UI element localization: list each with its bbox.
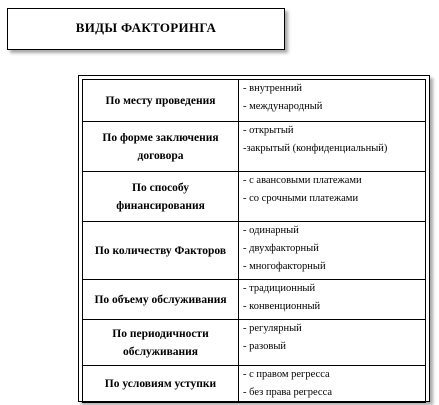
list-item: - двухфакторный	[243, 243, 319, 254]
list-item: - со срочными платежами	[243, 193, 359, 204]
list-item: - регулярный	[243, 323, 302, 334]
classification-table-frame	[78, 75, 430, 402]
items-cell	[239, 222, 426, 280]
table-row	[83, 122, 426, 172]
list-item: - разовый	[243, 341, 286, 352]
list-item: - одинарный	[243, 225, 299, 236]
items-cell	[239, 320, 426, 366]
items-cell	[239, 80, 426, 122]
table-row	[83, 80, 426, 122]
list-item: - без права регресса	[243, 387, 333, 398]
list-item: - с правом регресса	[243, 369, 330, 380]
category-cell: По способу финансирования	[83, 172, 239, 222]
category-cell: По месту проведения	[83, 80, 239, 122]
table-row	[83, 280, 426, 320]
items-cell	[239, 122, 426, 172]
category-cell: По объему обслуживания	[83, 280, 239, 320]
table-row	[83, 222, 426, 280]
items-cell	[239, 366, 426, 403]
list-item: - традиционный	[243, 283, 316, 294]
items-cell	[239, 280, 426, 320]
table-row	[83, 172, 426, 222]
title-box	[7, 8, 285, 50]
category-cell: По количеству Факторов	[83, 222, 239, 280]
list-item: - с авансовыми платежами	[243, 175, 362, 186]
diagram-title: ВИДЫ ФАКТОРИНГА	[75, 20, 217, 35]
list-item: - внутренний	[243, 83, 303, 94]
table-row	[83, 320, 426, 366]
category-cell: По условиям уступки	[83, 366, 239, 403]
list-item: - международный	[243, 101, 323, 112]
items-cell	[239, 172, 426, 222]
table-row	[83, 366, 426, 403]
list-item: -закрытый (конфиденциальный)	[243, 143, 388, 154]
list-item: - многофакторный	[243, 261, 326, 272]
list-item: - конвенционный	[243, 301, 321, 312]
category-cell: По форме заключения договора	[83, 122, 239, 172]
classification-table	[82, 79, 426, 403]
list-item: - открытый	[243, 125, 294, 136]
category-cell: По периодичности обслуживания	[83, 320, 239, 366]
